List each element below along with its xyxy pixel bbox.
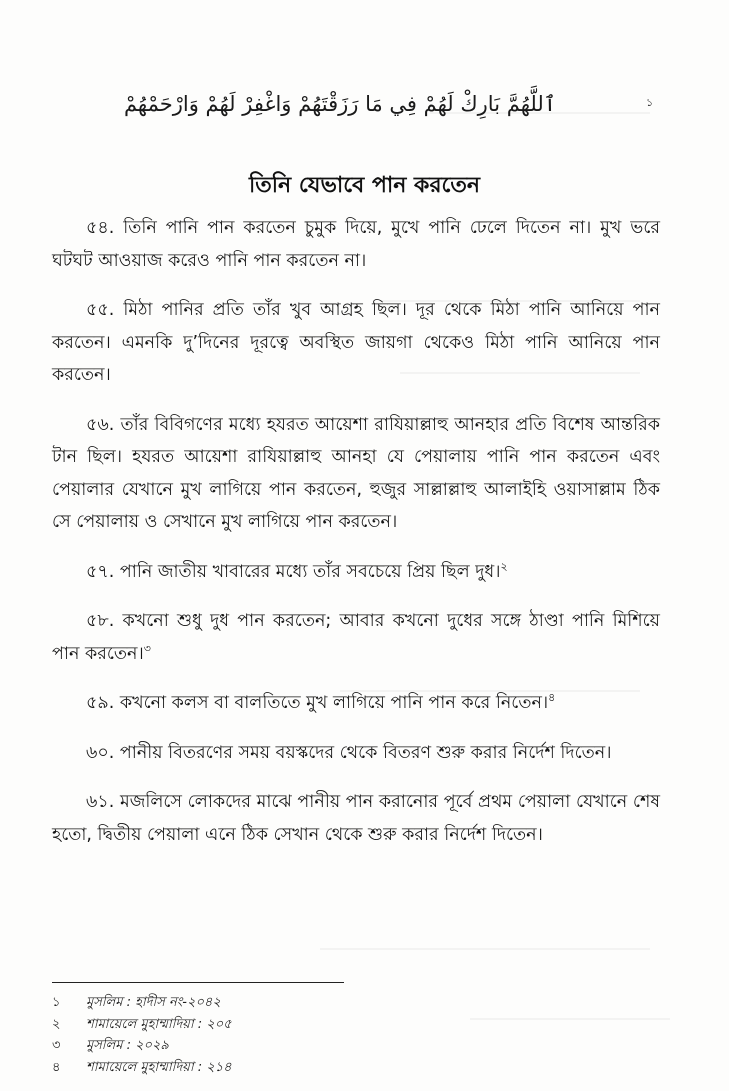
show-through-line — [320, 948, 650, 950]
footnote-ref: ৩ — [143, 641, 151, 655]
paragraph-text: ৫৬. তাঁর বিবিগণের মধ্যে হযরত আয়েশা রাযিয়াল্লাহু আনহার প্রতি বিশেষ আন্তরিক টান ছিল। হযরত আয়েশা রাযিয়াল্লাহু আনহা যে পেয়ালায় পানি পান করতেন এবং পেয়ালার যেখানে মুখ লাগিয়ে পান করতেন, হুজুর সাল্লাল্লাহু আলাইহি ওয়াসাল্লাম ঠিক সে পেয়ালায় ও সেখানে মুখ লাগিয়ে পান করতেন। — [52, 414, 660, 532]
footnote-number: ৩ — [52, 1038, 61, 1053]
footnote-item — [52, 992, 652, 1014]
paragraph-text: ৫৮. কখনো শুধু দুধ পান করতেন; আবার কখনো দুধের সঙ্গে ঠাণ্ডা পানি মিশিয়ে পান করতেন। — [52, 611, 660, 664]
paragraph-56 — [52, 409, 660, 539]
footnote-text: শামায়েলে মুহাম্মাদিয়া : ২০৫ — [86, 1016, 232, 1032]
paragraph-text: ৫৭. পানি জাতীয় খাবারের মধ্যে তাঁর সবচেয়ে প্রিয় ছিল দুধ। — [86, 561, 501, 582]
footnote-ref: ২ — [500, 559, 508, 573]
footnote-item — [52, 1035, 652, 1057]
paragraph-57 — [52, 556, 660, 589]
paragraph-58 — [52, 605, 660, 670]
footnote-ref: ৪ — [548, 691, 556, 705]
paragraph-54 — [52, 212, 660, 277]
paragraph-59 — [52, 687, 660, 720]
paragraph-60 — [52, 737, 660, 770]
footnote-text: মুসলিম : ২০২৯ — [86, 1038, 169, 1053]
footnote-text: শামায়েলে মুহাম্মাদিয়া : ২১৪ — [86, 1059, 232, 1075]
footnote-number: ৪ — [52, 1059, 61, 1075]
paragraph-text: ৬০. পানীয় বিতরণের সময় বয়স্কদের থেকে বিতরণ শুরু করার নির্দেশ দিতেন। — [86, 742, 612, 763]
body-text — [52, 212, 660, 868]
paragraph-text: ৫৯. কখনো কলস বা বালতিতে মুখ লাগিয়ে পানি পান করে নিতেন। — [86, 693, 549, 713]
footnote-item — [52, 1057, 652, 1079]
footnote-text: মুসলিম : হাদীস নং-২০৪২ — [86, 995, 221, 1010]
footnotes — [52, 992, 652, 1078]
footnote-number: ২ — [52, 1016, 61, 1032]
arabic-dua: ٱللَّهُمَّ بَارِكْ لَهُمْ فِي مَا رَزَقْتَهُمْ وَاغْفِرْ لَهُمْ وَارْحَمْهُمْ — [123, 92, 557, 116]
paragraph-55 — [52, 294, 660, 392]
footnote-item — [52, 1014, 652, 1036]
footnote-divider — [52, 982, 344, 983]
paragraph-text: ৫৫. মিঠা পানির প্রতি তাঁর খুব আগ্রহ ছিল। দূর থেকে মিঠা পানি আনিয়ে পান করতেন। এমনকি দু’দিনের দূরত্বে অবস্থিত জায়গা থেকেও মিঠা পানি আনিয়ে পান করতেন। — [52, 300, 660, 385]
arabic-footnote-marker: ১ — [646, 96, 654, 109]
paragraph-61 — [52, 786, 660, 851]
section-heading: তিনি যেভাবে পান করতেন — [248, 173, 481, 198]
paragraph-text: ৫৪. তিনি পানি পান করতেন চুমুক দিয়ে, মুখে পানি ঢেলে দিতেন না। মুখ ভরে ঘটঘট আওয়াজ করেও পানি পান করতেন না। — [52, 218, 660, 271]
paragraph-text: ৬১. মজলিসে লোকদের মাঝে পানীয় পান করানোর পূর্বে প্রথম পেয়ালা যেখানে শেষ হতো, দ্বিতীয় পেয়ালা এনে ঠিক সেখান থেকে শুরু করার নির্দেশ দিতেন। — [52, 792, 660, 845]
footnote-number: ১ — [52, 995, 61, 1010]
